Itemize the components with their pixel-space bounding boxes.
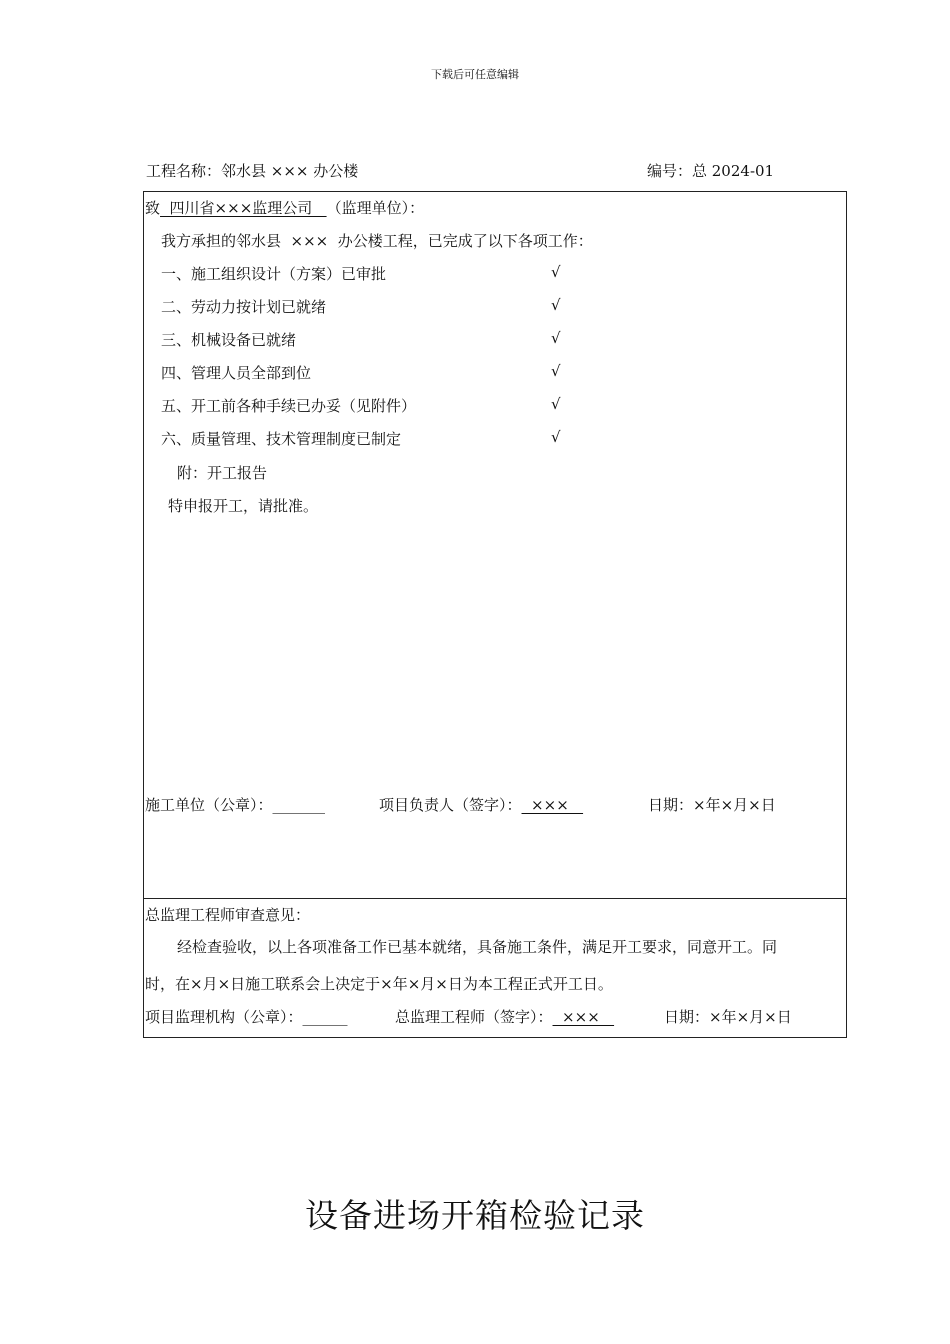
project-manager-line — [379, 794, 583, 815]
supervision-org-seal-line — [145, 1006, 348, 1027]
work-item-label: 三、机械设备已就绪 — [161, 331, 297, 349]
check-mark: √ — [551, 395, 561, 413]
addressee-suffix: （监理单位）： — [326, 199, 425, 217]
review-text-line-1: 经检查验收，以上各项准备工作已基本就绪，具备施工条件，满足开工要求，同意开工。同 — [177, 938, 778, 956]
chief-engineer-line — [395, 1006, 614, 1027]
check-mark: √ — [551, 329, 561, 347]
review-text-line-2: 时，在×月×日施工联系会上决定于×年×月×日为本工程正式开工日。 — [145, 975, 613, 993]
work-item-label: 五、开工前各种手续已办妥（见附件） — [161, 397, 417, 415]
check-mark: √ — [551, 296, 561, 314]
work-item-label: 四、管理人员全部到位 — [161, 364, 312, 382]
work-item-label: 二、劳动力按计划已就绪 — [161, 298, 327, 316]
addressee-prefix: 致 — [145, 199, 161, 217]
work-item-label: 六、质量管理、技术管理制度已制定 — [161, 430, 402, 448]
project-manager-signature: ××× — [521, 796, 584, 814]
contractor-seal-line — [145, 794, 325, 815]
chief-engineer-signature: ××× — [552, 1008, 615, 1026]
review-heading: 总监理工程师审查意见： — [145, 906, 311, 924]
request-text: 特申报开工，请批准。 — [168, 497, 319, 515]
review-date: 日期：×年×月×日 — [664, 1008, 792, 1026]
supervision-org-label: 项目监理机构（公章）： — [145, 1008, 303, 1026]
check-mark: √ — [551, 263, 561, 281]
supervision-org-blank: ______ — [302, 1008, 348, 1026]
addressee-line — [145, 197, 424, 218]
next-document-title: 设备进场开箱检验记录 — [305, 1196, 645, 1235]
intro-text: 我方承担的邻水县 ××× 办公楼工程，已完成了以下各项工作： — [161, 232, 593, 250]
work-item-label: 一、施工组织设计（方案）已审批 — [161, 265, 387, 283]
attachment-note: 附：开工报告 — [177, 464, 268, 482]
application-date: 日期：×年×月×日 — [648, 796, 776, 814]
project-name: 工程名称：邻水县 ××× 办公楼 — [146, 162, 359, 180]
chief-engineer-label: 总监理工程师（签字）： — [395, 1008, 553, 1026]
contractor-seal-blank: _______ — [272, 796, 326, 814]
check-mark: √ — [551, 428, 561, 446]
contractor-seal-label: 施工单位（公章）： — [145, 796, 273, 814]
supervision-unit-name: 四川省×××监理公司 — [160, 199, 327, 217]
document-number: 编号：总 2024-01 — [647, 162, 775, 180]
check-mark: √ — [551, 362, 561, 380]
header-note: 下载后可任意编辑 — [431, 68, 519, 81]
project-manager-label: 项目负责人（签字）： — [379, 796, 522, 814]
